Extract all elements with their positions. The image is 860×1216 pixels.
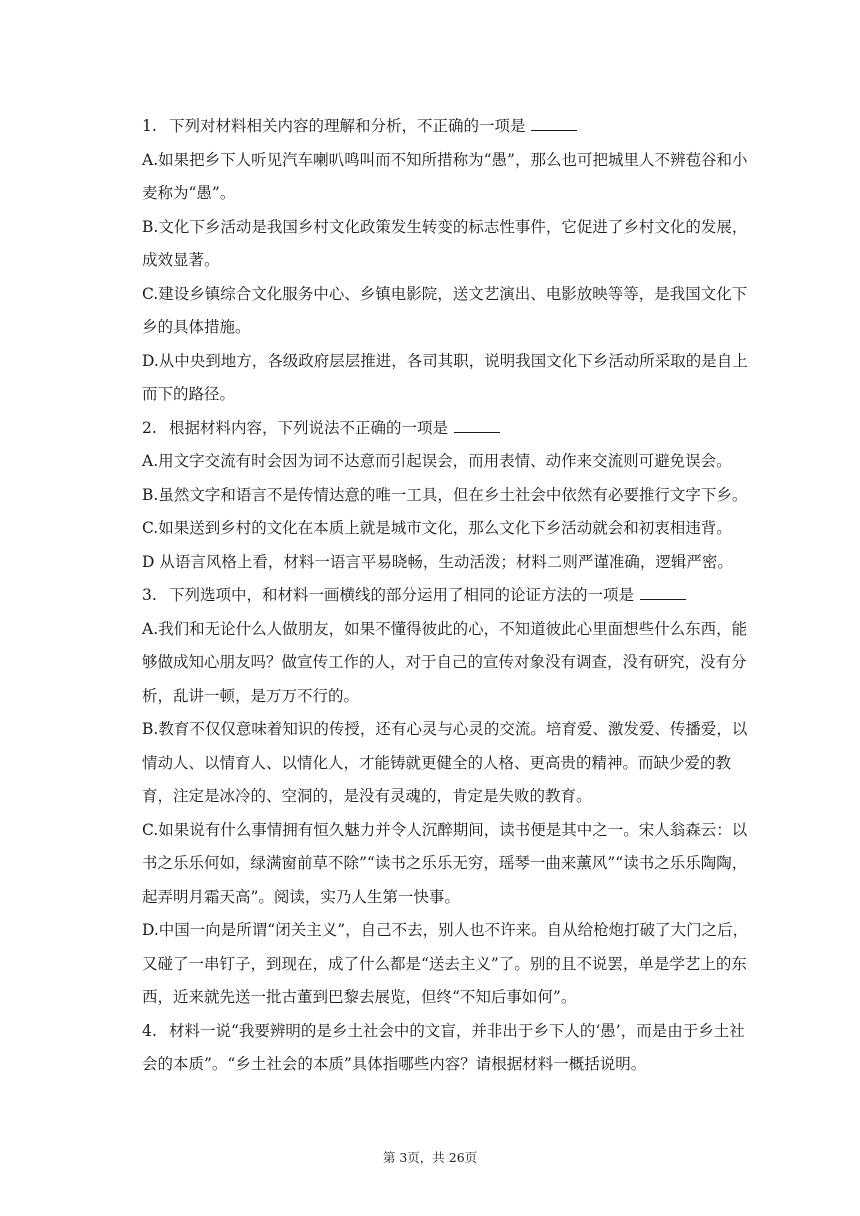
page-footer: 第 3页，共 26页 [382, 1150, 478, 1165]
question-stem [142, 110, 754, 144]
option-c: C.建设乡镇综合文化服务中心、乡镇电影院，送文艺演出、电影放映等等，是我国文化下乡的具体措施。 [142, 284, 748, 336]
question-number: 2. [142, 418, 157, 437]
option-a: A.我们和无论什么人做朋友，如果不懂得彼此的心，不知道彼此心里面想些什么东西，能够做成知心朋友吗？做宣传工作的人，对于自己的宣传对象没有调查，没有研究，没有分析，乱讲一顿，是万万不行的。 [142, 619, 748, 705]
question-text: 下列选项中，和材料一画横线的部分运用了相同的论证方法的一项是 [168, 586, 634, 604]
question-stem [142, 1015, 754, 1082]
option-b: B.虽然文字和语言不是传情达意的唯一工具，但在乡土社会中依然有必要推行文字下乡。 [142, 485, 748, 504]
option-d: D.从中央到地方，各级政府层层推进，各司其职，说明我国文化下乡活动所采取的是自上而下的路径。 [142, 351, 748, 403]
answer-blank [454, 414, 500, 433]
option-c: C.如果送到乡村的文化在本质上就是城市文化，那么文化下乡活动就会和初衷相违背。 [142, 519, 732, 537]
question-4 [142, 1015, 754, 1082]
question-number: 1. [142, 117, 157, 135]
option-b: B.教育不仅仅意味着知识的传授，还有心灵与心灵的交流。培育爱、激发爱、传播爱，以情动人、以情育人、以情化人，才能铸就更健全的人格、更高贵的精神。而缺少爱的教育，注定是冰冷的、空洞的，是没有灵魂的，肯定是失败的教育。 [142, 720, 748, 805]
question-2 [142, 412, 754, 580]
question-text: 根据材料内容，下列说法不正确的一项是 [168, 418, 448, 437]
question-text: 材料一说“我要辨明的是乡土社会中的文盲，并非出于乡下人的‘愚’，而是由于乡土社会的本质”。“乡土社会的本质”具体指哪些内容？请根据材料一概括说明。 [142, 1021, 745, 1073]
question-1 [142, 110, 754, 412]
question-stem [142, 579, 754, 613]
option-a: A.用文字交流有时会因为词不达意而引起误会，而用表情、动作来交流则可避免误会。 [142, 452, 732, 470]
option-c: C.如果说有什么事情拥有恒久魅力并令人沉醉期间，读书便是其中之一。宋人翁森云：以书之乐乐何如，绿满窗前草不除”“读书之乐乐无穷，瑶琴一曲来薰风”“读书之乐乐陶陶，起弄明月霜天高”。阅读，实乃人生第一快事。 [142, 820, 748, 906]
question-number: 4. [142, 1021, 157, 1040]
answer-blank [640, 581, 686, 600]
option-b: B.文化下乡活动是我国乡村文化政策发生转变的标志性事件，它促进了乡村文化的发展，成效显著。 [142, 217, 748, 269]
question-text: 下列对材料相关内容的理解和分析，不正确的一项是 [168, 117, 526, 135]
question-stem [142, 412, 754, 446]
option-d: D.中国一向是所谓“闭关主义”，自己不去，别人也不许来。自从给枪炮打破了大门之后，又碰了一串钉子，到现在，成了什么都是“送去主义”了。别的且不说罢，单是学艺上的东西，近来就先送一批古董到巴黎去展览，但终“不知后事如何”。 [142, 921, 749, 1006]
option-a: A.如果把乡下人听见汽车喇叭鸣叫而不知所措称为“愚”，那么也可把城里人不辨苞谷和小麦称为“愚”。 [142, 150, 748, 202]
question-list [142, 110, 754, 1082]
option-d: D 从语言风格上看，材料一语言平易晓畅，生动活泼；材料二则严谨准确，逻辑严密。 [142, 552, 733, 571]
answer-blank [531, 112, 577, 131]
question-3 [142, 579, 754, 1015]
question-number: 3. [142, 586, 157, 604]
